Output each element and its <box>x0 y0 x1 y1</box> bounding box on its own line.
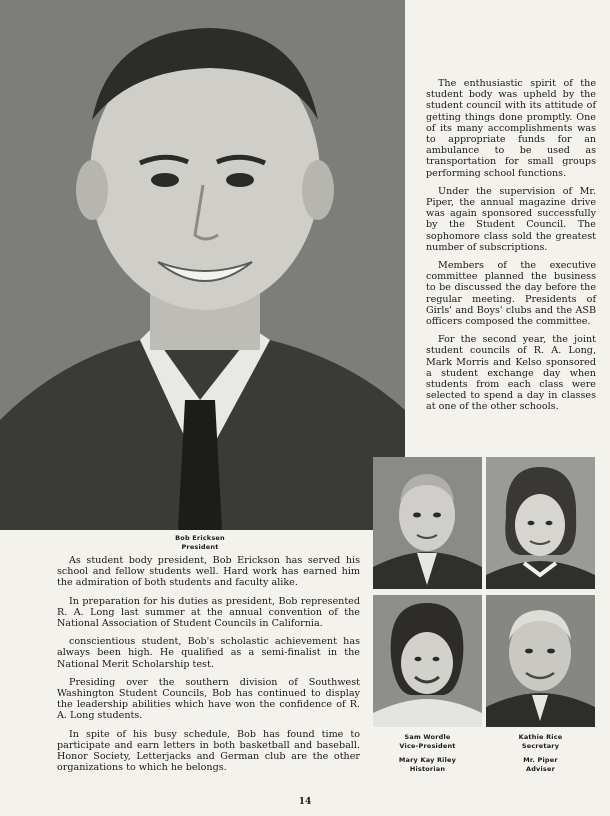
paragraph: In spite of his busy schedule, Bob has found time to participate and earn letters in both basketball and baseball. Honor Society, Letterjacks and German club are the other organizations to which he belongs. <box>57 728 360 774</box>
historian-name: Mary Kay Riley <box>398 756 457 764</box>
officers-right-caption <box>486 733 595 773</box>
president-title: President <box>181 542 219 551</box>
president-portrait-photo <box>0 0 405 530</box>
vice-president-name: Sam Wordle <box>404 733 451 741</box>
president-article <box>57 555 360 780</box>
secretary-title: Secretary <box>521 741 560 750</box>
president-caption <box>150 534 250 551</box>
president-name: Bob Ericksen <box>175 534 225 542</box>
historian-photo <box>373 595 482 727</box>
historian-title: Historian <box>409 764 446 773</box>
paragraph: In preparation for his duties as president, Bob represented R. A. Long last summer at the annual convention of the National Association of Student Councils in California. <box>57 595 360 630</box>
secretary-name: Kathie Rice <box>518 733 563 741</box>
adviser-name: Mr. Piper <box>523 756 558 764</box>
paragraph: The enthusiastic spirit of the student body was upheld by the student council with its attitude of getting things done promptly. One of its many accomplishments was to appropriate funds for an ambulance to be used as transportation for small groups performing school functions. <box>426 78 596 179</box>
officers-left-caption <box>373 733 482 773</box>
paragraph: Presiding over the southern division of Southwest Washington Student Councils, Bob has continued to display the leadership abilities which have won the confidence of R. A. Long students. <box>57 676 360 722</box>
paragraph: Members of the executive committee planned the business to be discussed the day before the regular meeting. Presidents of Girls' and Boys' clubs and the ASB officers composed the committee. <box>426 260 596 328</box>
vice-president-photo <box>373 457 482 589</box>
paragraph: As student body president, Bob Erickson has served his school and fellow students well. Hard work has earned him the admiration of both students and faculty alike. <box>57 555 360 589</box>
page-number: 14 <box>298 797 312 807</box>
vice-president-title: Vice-President <box>399 741 456 750</box>
adviser-photo <box>486 595 595 727</box>
student-council-article <box>426 78 596 420</box>
paragraph: conscientious student, Bob's scholastic achievement has always been high. He qualified as a semi-finalist in the National Merit Scholarship test. <box>57 636 360 670</box>
secretary-photo <box>486 457 595 589</box>
adviser-title: Adviser <box>525 764 556 773</box>
paragraph: Under the supervision of Mr. Piper, the annual magazine drive was again sponsored successfully by the Student Council. The sophomore class sold the greatest number of subscriptions. <box>426 185 596 253</box>
paragraph: For the second year, the joint student councils of R. A. Long, Mark Morris and Kelso sponsored a student exchange day when students from each class were selected to spend a day in classes at one of the other schools. <box>426 334 596 413</box>
